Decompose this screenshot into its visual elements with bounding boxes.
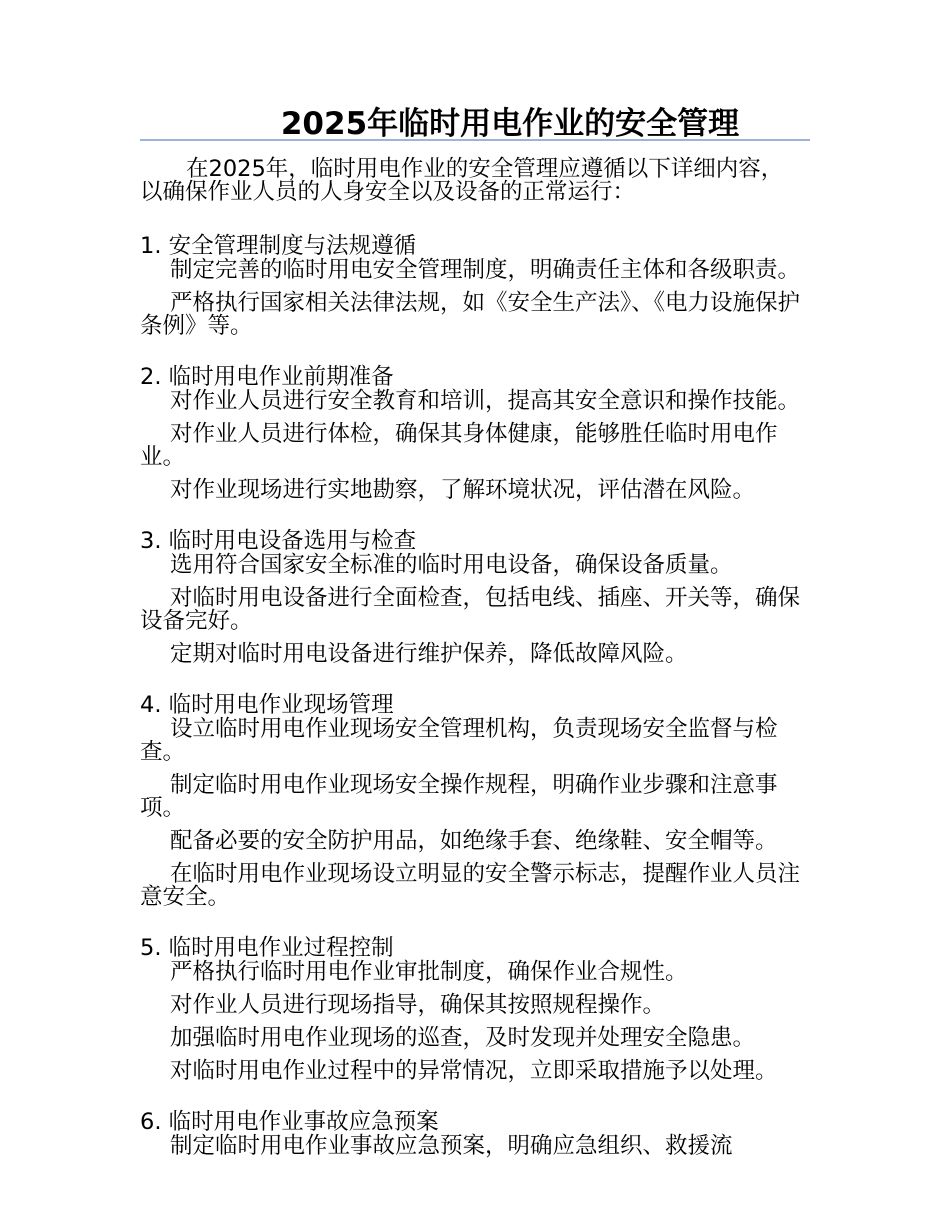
section-item: 制定临时用电作业现场安全操作规程，明确作业步骤和注意事项。 bbox=[140, 772, 778, 821]
section-2 bbox=[140, 365, 800, 502]
section-item: 定期对临时用电设备进行维护保养，降低故障风险。 bbox=[170, 641, 688, 667]
document-body bbox=[140, 158, 800, 1185]
section-item: 对作业人员进行体检，确保其身体健康，能够胜任临时用电作业。 bbox=[140, 421, 778, 470]
section-6 bbox=[140, 1110, 800, 1158]
section-item: 配备必要的安全防护用品，如绝缘手套、绝缘鞋、安全帽等。 bbox=[170, 828, 778, 854]
section-heading: 6. 临时用电作业事故应急预案 bbox=[140, 1109, 439, 1135]
section-item: 选用符合国家安全标准的临时用电设备，确保设备质量。 bbox=[170, 552, 733, 578]
section-item: 严格执行国家相关法律法规，如《安全生产法》、《电力设施保护条例》等。 bbox=[140, 290, 801, 339]
section-item: 制定临时用电作业事故应急预案，明确应急组织、救援流 bbox=[170, 1133, 733, 1159]
section-item: 对临时用电作业过程中的异常情况，立即采取措施予以处理。 bbox=[170, 1058, 778, 1084]
section-item: 对临时用电设备进行全面检查，包括电线、插座、开关等，确保设备完好。 bbox=[140, 585, 801, 634]
section-1 bbox=[140, 234, 800, 338]
document-title: 2025年临时用电作业的安全管理 bbox=[280, 106, 740, 142]
section-item: 严格执行临时用电作业审批制度，确保作业合规性。 bbox=[170, 959, 688, 985]
section-item: 在临时用电作业现场设立明显的安全警示标志，提醒作业人员注意安全。 bbox=[140, 861, 801, 910]
section-heading: 2. 临时用电作业前期准备 bbox=[140, 364, 394, 390]
intro-paragraph: 在2025年，临时用电作业的安全管理应遵循以下详细内容，以确保作业人员的人身安全以及设备的正常运行： bbox=[140, 156, 784, 205]
section-item: 对作业人员进行安全教育和培训，提高其安全意识和操作技能。 bbox=[170, 388, 801, 414]
section-heading: 4. 临时用电作业现场管理 bbox=[140, 692, 394, 718]
section-item: 对作业人员进行现场指导，确保其按照规程操作。 bbox=[170, 992, 666, 1018]
section-heading: 1. 安全管理制度与法规遵循 bbox=[140, 233, 417, 259]
section-item: 加强临时用电作业现场的巡查，及时发现并处理安全隐患。 bbox=[170, 1025, 756, 1051]
section-item: 设立临时用电作业现场安全管理机构，负责现场安全监督与检查。 bbox=[140, 716, 778, 765]
section-item: 制定完善的临时用电安全管理制度，明确责任主体和各级职责。 bbox=[170, 257, 801, 283]
section-3 bbox=[140, 529, 800, 666]
section-heading: 3. 临时用电设备选用与检查 bbox=[140, 528, 417, 554]
section-5 bbox=[140, 936, 800, 1083]
title-underline bbox=[140, 139, 810, 141]
section-4 bbox=[140, 693, 800, 909]
section-heading: 5. 临时用电作业过程控制 bbox=[140, 935, 394, 961]
section-item: 对作业现场进行实地勘察，了解环境状况，评估潜在风险。 bbox=[170, 477, 756, 503]
